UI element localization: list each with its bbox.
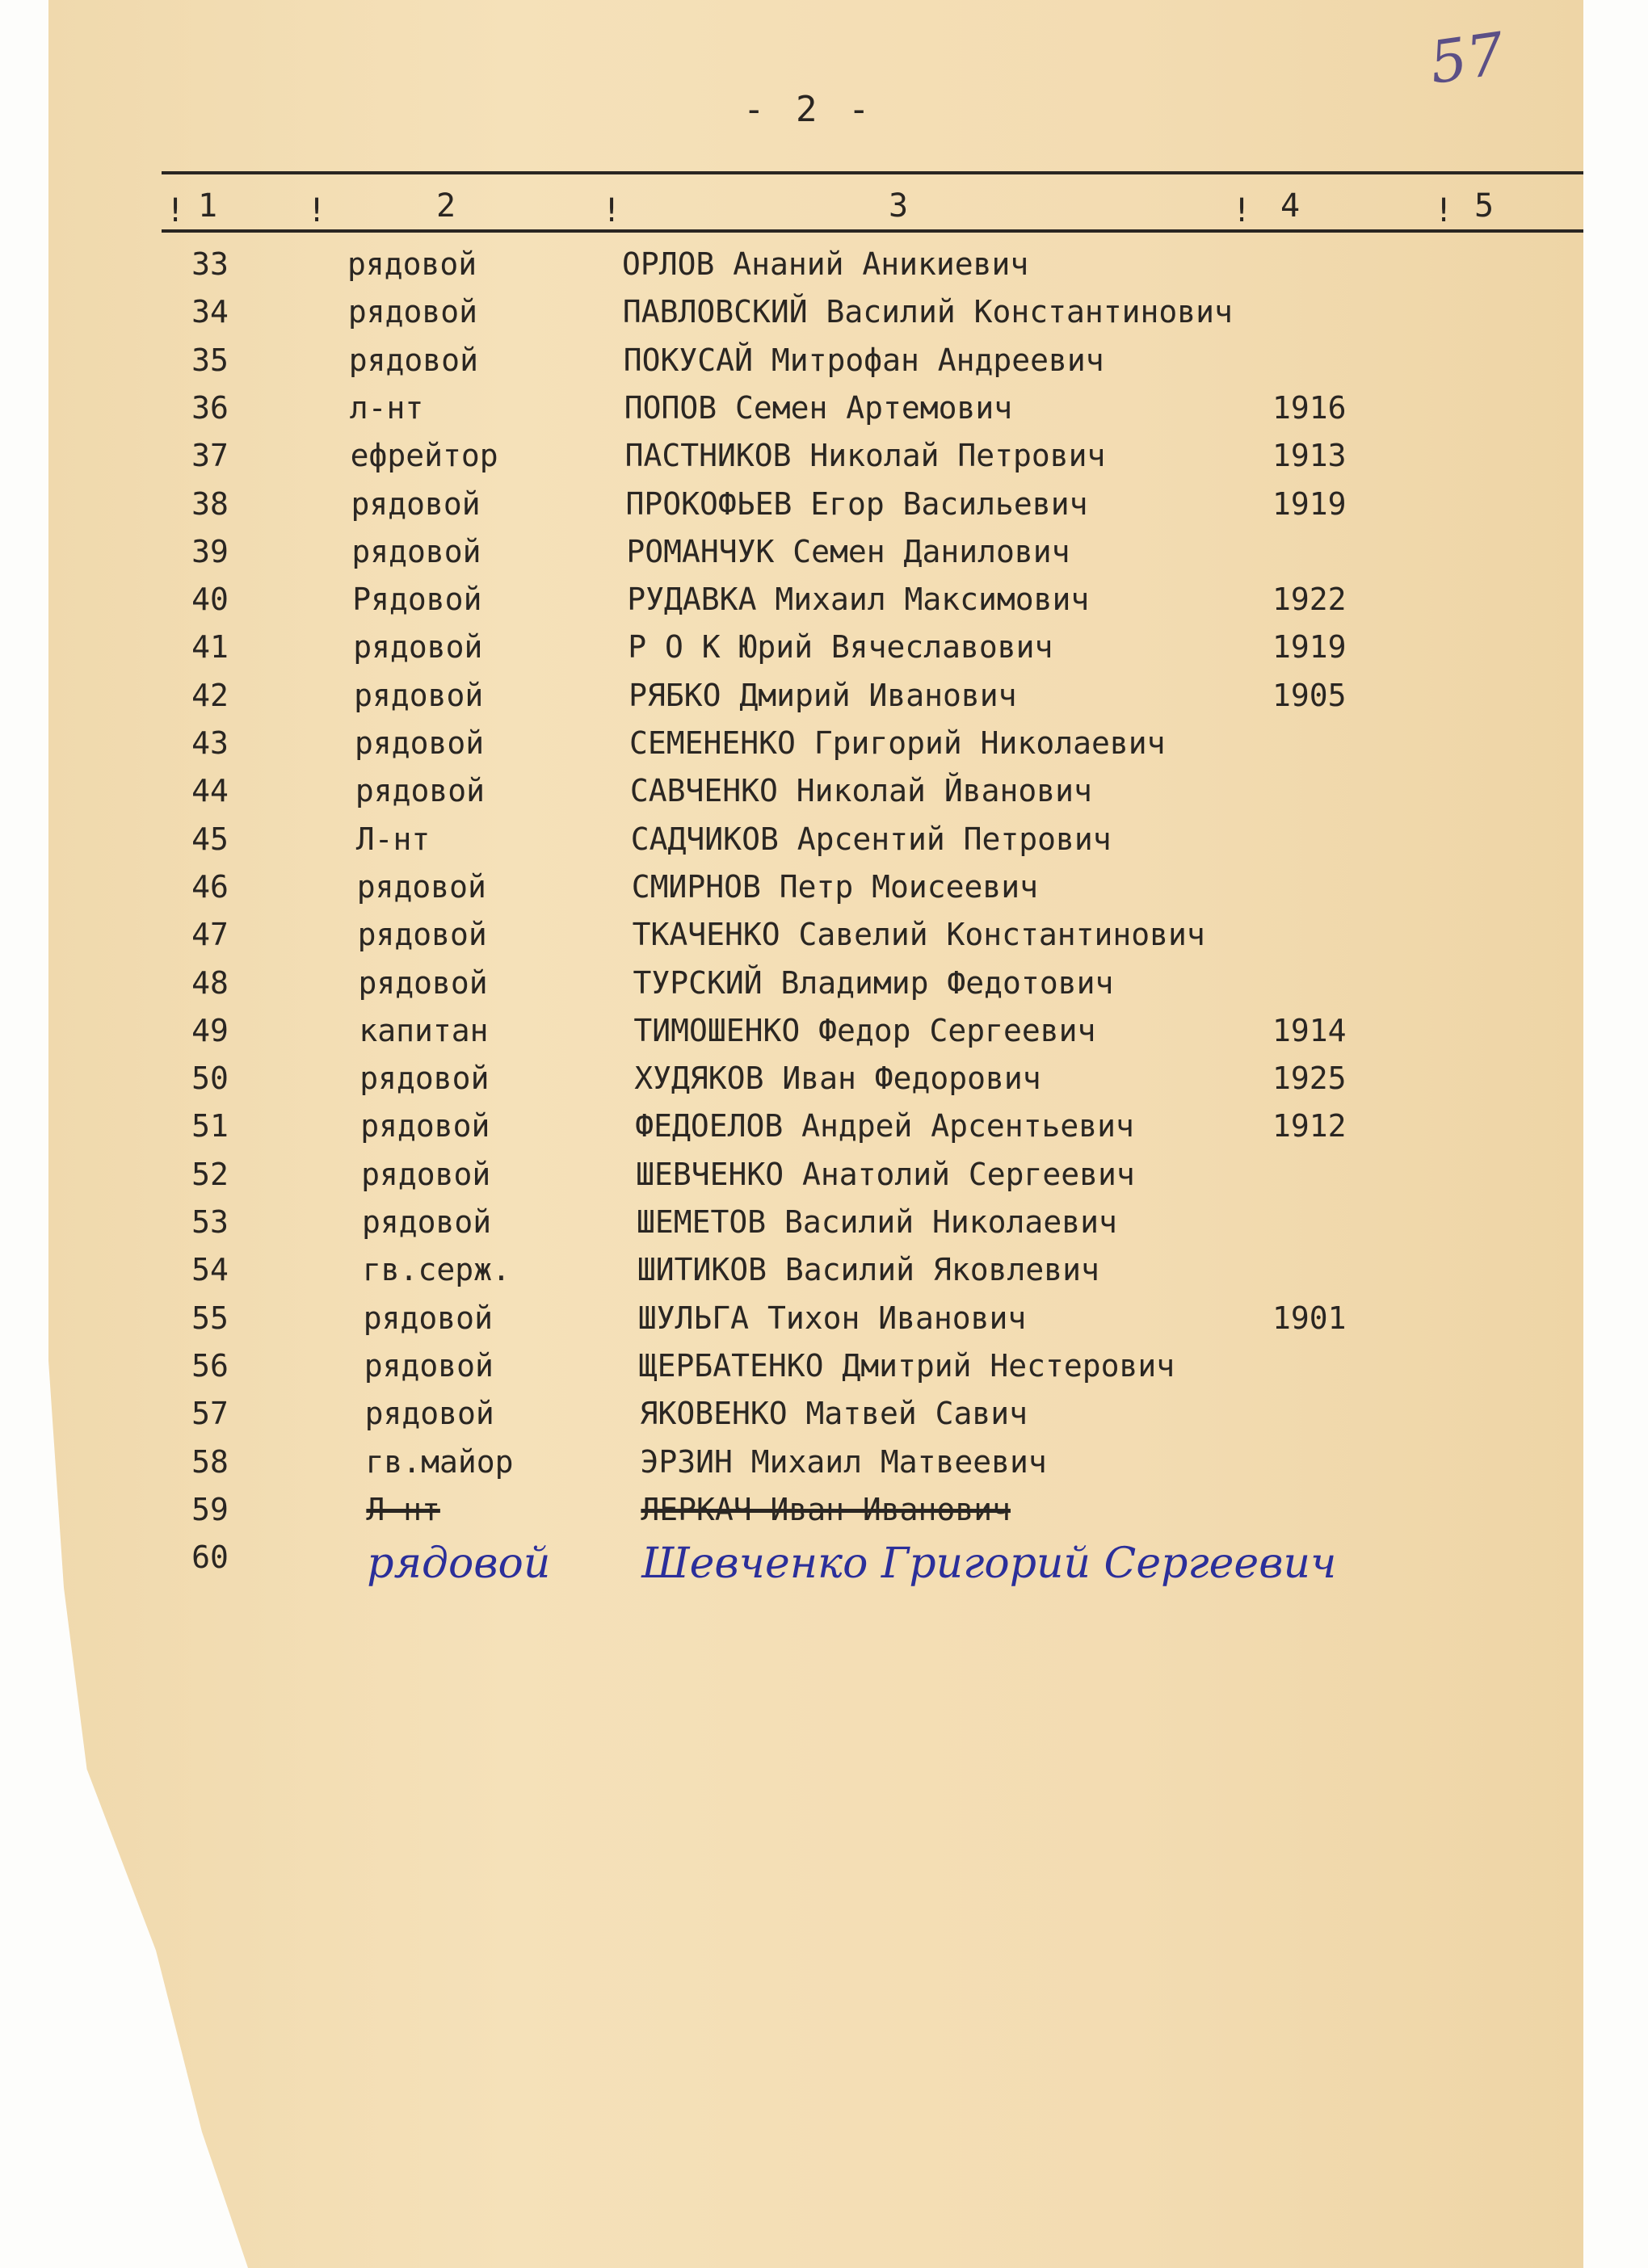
row-name: РОМАНЧУК Семен Данилович: [626, 533, 1070, 569]
row-rank: Л-нт: [366, 1491, 440, 1527]
row-name: ЯКОВЕНКО Матвей Савич: [639, 1396, 1028, 1432]
row-birth-year: 1901: [1272, 1300, 1347, 1336]
row-rank: л-нт: [349, 389, 424, 426]
table-row: [0, 821, 1648, 867]
row-name: РЯБКО Дмирий Иванович: [629, 677, 1017, 713]
row-name: ШЕМЕТОВ Василий Николаевич: [637, 1204, 1117, 1240]
row-number: 38: [191, 485, 229, 522]
row-number: 35: [191, 342, 229, 378]
row-name: ЩЕРБАТЕНКО Дмитрий Нестерович: [638, 1347, 1175, 1384]
row-name: ОРЛОВ Ананий Аникиевич: [622, 246, 1029, 282]
row-rank: рядовой: [364, 1396, 494, 1432]
table-row: [0, 486, 1648, 531]
row-rank: рядовой: [356, 868, 486, 905]
row-rank: рядовой: [362, 1204, 492, 1240]
row-birth-year: 1919: [1272, 485, 1347, 522]
row-rank: рядовой: [357, 917, 487, 953]
row-number: 49: [191, 1012, 229, 1048]
row-birth-year: 1925: [1272, 1060, 1347, 1097]
row-number: 37: [191, 438, 229, 474]
row-name: ШЕВЧЕНКО Анатолий Сергеевич: [636, 1156, 1135, 1192]
row-rank: рядовой: [360, 1108, 490, 1144]
row-number: 51: [191, 1108, 229, 1144]
row-name: ЭРЗИН Михаил Матвеевич: [640, 1443, 1047, 1480]
row-number: 56: [191, 1347, 229, 1384]
table-row: [0, 342, 1648, 388]
row-number: 36: [191, 389, 229, 426]
table-row: [0, 582, 1648, 627]
row-number: 34: [191, 294, 229, 330]
row-number: 59: [191, 1491, 229, 1527]
row-number: 47: [191, 917, 229, 953]
row-name: ТУРСКИЙ Владимир Федотович: [633, 964, 1114, 1001]
table-row: [0, 869, 1648, 914]
row-rank: гв.майор: [365, 1443, 514, 1480]
row-birth-year: 1922: [1272, 582, 1347, 618]
column-header-5: 5: [1474, 187, 1495, 225]
row-name: ТИМОШЕНКО Федор Сергеевич: [633, 1012, 1096, 1048]
row-name: Шевченко Григорий Сергеевич: [641, 1539, 1337, 1589]
row-number: 54: [191, 1252, 229, 1288]
row-rank: рядовой: [348, 342, 478, 378]
row-number: 33: [191, 246, 229, 282]
row-name: ФЕДОЕЛОВ Андрей Арсентьевич: [635, 1108, 1134, 1144]
column-separator: !: [166, 192, 186, 229]
row-number: 58: [191, 1443, 229, 1480]
table-row: [0, 629, 1648, 674]
row-birth-year: 1913: [1272, 438, 1347, 474]
table-row: [0, 1108, 1648, 1153]
column-header-3: 3: [889, 187, 909, 225]
table-row: [0, 1396, 1648, 1441]
table-row: [0, 1013, 1648, 1058]
table-row: [0, 294, 1648, 339]
table-row: [0, 1204, 1648, 1250]
table-row: [0, 1444, 1648, 1489]
row-name: ХУДЯКОВ Иван Федорович: [634, 1060, 1041, 1097]
table-row: [0, 246, 1648, 292]
table-row: [0, 917, 1648, 962]
row-name: РУДАВКА Михаил Максимович: [627, 582, 1090, 618]
archive-page-number: 57: [1425, 19, 1509, 97]
column-header-1: 1: [198, 187, 218, 225]
row-rank: рядовой: [355, 773, 486, 809]
row-birth-year: 1912: [1272, 1108, 1347, 1144]
row-number: 48: [191, 964, 229, 1001]
row-number: 46: [191, 868, 229, 905]
page-number: - 2 -: [743, 89, 875, 130]
row-name: ЛЕРКАЧ Иван Иванович: [641, 1491, 1011, 1527]
row-rank: рядовой: [354, 677, 484, 713]
row-name: СМИРНОВ Петр Моисеевич: [631, 868, 1039, 905]
column-separator: !: [1434, 192, 1454, 229]
row-name: ПРОКОФЬЕВ Егор Васильевич: [625, 485, 1088, 522]
table-row: [0, 1348, 1648, 1393]
column-separator: !: [307, 192, 327, 229]
row-rank: рядовой: [363, 1300, 493, 1336]
row-rank: рядовой: [351, 485, 481, 522]
table-row: [0, 1060, 1648, 1106]
row-number: 44: [191, 773, 229, 809]
row-birth-year: 1914: [1272, 1012, 1347, 1048]
row-name: СЕМЕНЕНКО Григорий Николаевич: [629, 725, 1166, 761]
table-row: [0, 773, 1648, 818]
row-number: 41: [191, 629, 229, 666]
row-number: 45: [191, 821, 229, 857]
table-top-rule: [162, 171, 1583, 174]
table-row: [0, 438, 1648, 483]
row-rank: гв.серж.: [362, 1252, 511, 1288]
column-header-4: 4: [1280, 187, 1301, 225]
row-number: 52: [191, 1156, 229, 1192]
row-name: САДЧИКОВ Арсентий Петрович: [630, 821, 1112, 857]
row-rank: рядовой: [358, 964, 488, 1001]
row-number: 55: [191, 1300, 229, 1336]
table-row: [0, 965, 1648, 1010]
row-number: 60: [191, 1539, 229, 1576]
row-name: ПОКУСАЙ Митрофан Андреевич: [623, 342, 1104, 378]
column-separator: !: [1232, 192, 1252, 229]
table-row: [0, 1252, 1648, 1297]
table-row: [0, 1300, 1648, 1346]
row-rank: рядовой: [364, 1347, 494, 1384]
table-row: [0, 534, 1648, 579]
row-rank: рядовой: [353, 629, 483, 666]
row-number: 42: [191, 677, 229, 713]
row-number: 50: [191, 1060, 229, 1097]
row-name: ТКАЧЕНКО Савелий Константинович: [632, 917, 1205, 953]
row-rank: рядовой: [355, 725, 485, 761]
row-rank: Л-нт: [355, 821, 431, 857]
row-birth-year: 1905: [1272, 677, 1347, 713]
row-name: САВЧЕНКО Николай Йванович: [629, 773, 1092, 809]
row-name: ШИТИКОВ Василий Яковлевич: [637, 1252, 1099, 1288]
row-number: 53: [191, 1204, 229, 1240]
table-row: [0, 1157, 1648, 1202]
row-rank: ефрейтор: [350, 438, 498, 474]
row-birth-year: 1919: [1272, 629, 1347, 666]
row-number: 40: [191, 582, 229, 618]
column-separator: !: [602, 192, 622, 229]
table-row: [0, 725, 1648, 771]
table-row: [0, 1492, 1648, 1537]
row-rank: Рядовой: [352, 582, 482, 618]
row-rank: рядовой: [351, 533, 481, 569]
row-name: ПАВЛОВСКИЙ Василий Константинович: [622, 294, 1233, 330]
row-rank: рядовой: [347, 294, 478, 330]
row-number: 39: [191, 533, 229, 569]
table-row: [0, 678, 1648, 723]
row-rank: рядовой: [359, 1060, 490, 1097]
row-name: ПОПОВ Семен Артемович: [624, 389, 1013, 426]
row-rank: капитан: [359, 1012, 489, 1048]
table-row: [0, 1539, 1648, 1589]
table-row: [0, 390, 1648, 435]
row-rank: рядовой: [347, 246, 477, 282]
row-birth-year: 1916: [1272, 389, 1347, 426]
row-rank: рядовой: [367, 1539, 551, 1589]
row-name: Р О К Юрий Вячеславович: [628, 629, 1053, 666]
row-rank: рядовой: [361, 1156, 491, 1192]
row-number: 57: [191, 1396, 229, 1432]
column-header-2: 2: [436, 187, 456, 225]
row-number: 43: [191, 725, 229, 761]
row-name: ПАСТНИКОВ Николай Петрович: [624, 438, 1106, 474]
row-name: ШУЛЬГА Тихон Иванович: [637, 1300, 1027, 1336]
table-header-rule: [162, 229, 1583, 233]
